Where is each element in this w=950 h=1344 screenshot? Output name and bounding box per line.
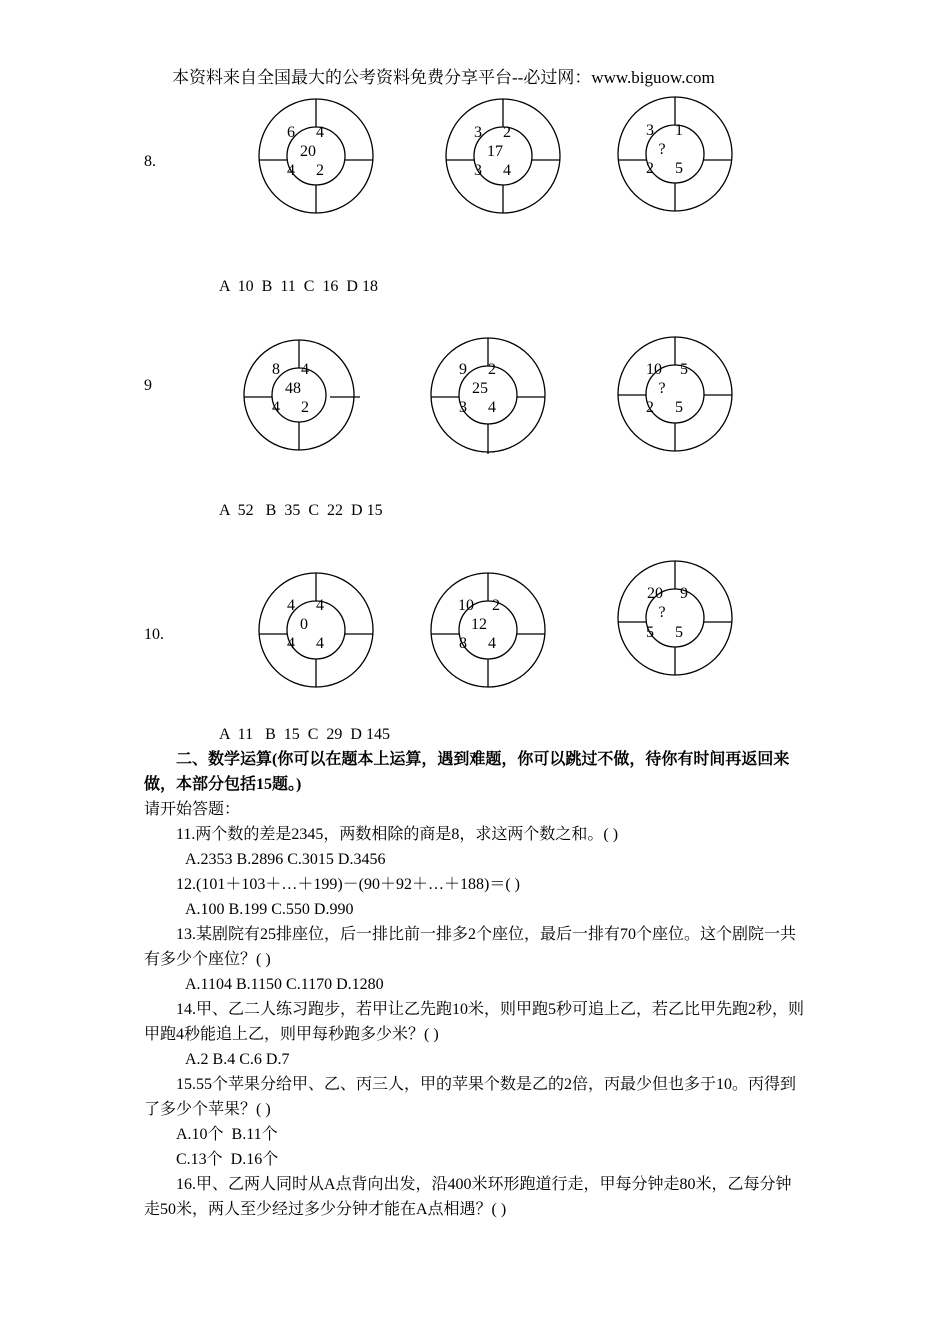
ring-num-tl: 9 xyxy=(459,361,467,378)
ring-num-tr: 2 xyxy=(488,361,496,378)
ring-figure xyxy=(617,96,733,212)
ring-num-bl: 5 xyxy=(646,624,654,641)
ring-num-center: 25 xyxy=(472,380,488,397)
question-text: 16.甲、乙两人同时从A点背向出发，沿400米环形跑道行走，甲每分钟走80米，乙每分钟 xyxy=(176,1176,792,1193)
question-text: 11.两个数的差是2345，两数相除的商是8，求这两个数之和。( ) xyxy=(176,826,619,843)
ring-num-tl: 6 xyxy=(287,124,295,141)
ring-num-center: 0 xyxy=(300,616,308,633)
ring-num-br: 5 xyxy=(675,399,683,416)
question-text: 15.55个苹果分给甲、乙、丙三人，甲的苹果个数是乙的2倍，丙最少但也多于10。丙得到 xyxy=(176,1076,797,1093)
ring-num-bl: 3 xyxy=(459,399,467,416)
question-text: 走50米，两人至少经过多少分钟才能在A点相遇？( ) xyxy=(144,1201,507,1218)
puzzle-label: 8. xyxy=(144,153,156,170)
ring-num-br: 4 xyxy=(503,162,511,179)
question-text: 13.某剧院有25排座位，后一排比前一排多2个座位，最后一排有70个座位。这个剧院一共 xyxy=(176,926,797,943)
ring-num-br: 4 xyxy=(316,635,324,652)
ring-num-tl: 10 xyxy=(646,361,662,378)
question-text: 有多少个座位？( ) xyxy=(144,951,271,968)
ring-num-tr: 9 xyxy=(680,585,688,602)
ring-figure xyxy=(258,98,374,214)
ring-figure xyxy=(431,337,547,457)
question-options: A.100 B.199 C.550 D.990 xyxy=(185,901,354,918)
ring-num-br: 2 xyxy=(316,162,324,179)
ring-num-center: ? xyxy=(658,604,666,621)
ring-num-bl: 8 xyxy=(459,635,467,652)
page-header: 本资料来自全国最大的公考资料免费分享平台--必过网：www.biguow.com xyxy=(172,68,715,87)
ring-figure xyxy=(431,572,547,688)
ring-num-br: 4 xyxy=(488,635,496,652)
answer-options: A 11 B 15 C 29 D 145 xyxy=(219,726,390,743)
ring-num-br: 2 xyxy=(301,399,309,416)
ring-num-tr: 4 xyxy=(316,124,324,141)
ring-num-br: 5 xyxy=(675,160,683,177)
ring-num-br: 4 xyxy=(488,399,496,416)
question-text: 14.甲、乙二人练习跑步，若甲让乙先跑10米，则甲跑5秒可追上乙，若乙比甲先跑2秒，则 xyxy=(176,1001,805,1018)
answer-options: A 10 B 11 C 16 D 18 xyxy=(219,278,378,295)
ring-num-center: ? xyxy=(658,380,666,397)
puzzle-label: 9 xyxy=(144,377,152,394)
ring-figure xyxy=(617,336,733,452)
ring-num-tl: 3 xyxy=(474,124,482,141)
ring-num-tl: 3 xyxy=(646,122,654,139)
ring-num-tl: 8 xyxy=(272,361,280,378)
answer-options: A 52 B 35 C 22 D 15 xyxy=(219,502,383,519)
ring-num-bl: 4 xyxy=(287,635,295,652)
puzzle-label: 10. xyxy=(144,626,164,643)
question-options: A.10个 B.11个 xyxy=(176,1126,278,1143)
question-text: 12.(101＋103＋…＋199)－(90＋92＋…＋188)＝( ) xyxy=(176,876,520,893)
ring-num-tl: 4 xyxy=(287,597,295,614)
start-instruction: 请开始答题： xyxy=(144,801,241,818)
ring-num-center: 12 xyxy=(471,616,487,633)
ring-num-tr: 1 xyxy=(675,122,683,139)
ring-num-tr: 4 xyxy=(301,361,309,378)
ring-figure xyxy=(617,560,733,676)
ring-num-br: 5 xyxy=(675,624,683,641)
question-options: A.2 B.4 C.6 D.7 xyxy=(185,1051,290,1068)
ring-num-center: 17 xyxy=(487,143,503,160)
ring-num-bl: 4 xyxy=(287,162,295,179)
ring-num-center: ? xyxy=(658,141,666,158)
question-text: 甲跑4秒能追上乙，则甲每秒跑多少米？( ) xyxy=(144,1026,439,1043)
ring-num-center: 20 xyxy=(300,143,316,160)
section-heading: 二、数学运算(你可以在题本上运算，遇到难题，你可以跳过不做，待你有时间再返回来 xyxy=(176,751,790,768)
ring-figure xyxy=(258,572,374,688)
section-heading: 做，本部分包括15题。) xyxy=(144,776,302,793)
ring-num-tl: 10 xyxy=(458,597,474,614)
ring-num-bl: 4 xyxy=(272,399,280,416)
ring-num-center: 48 xyxy=(285,380,301,397)
ring-num-tr: 4 xyxy=(316,597,324,614)
ring-num-bl: 2 xyxy=(646,399,654,416)
question-options: A.2353 B.2896 C.3015 D.3456 xyxy=(185,851,386,868)
ring-figure xyxy=(244,337,364,453)
ring-num-tl: 20 xyxy=(647,585,663,602)
question-options: C.13个 D.16个 xyxy=(176,1151,279,1168)
ring-num-bl: 3 xyxy=(474,162,482,179)
ring-figure xyxy=(445,98,561,214)
ring-num-tr: 2 xyxy=(492,597,500,614)
ring-num-bl: 2 xyxy=(646,160,654,177)
ring-num-tr: 2 xyxy=(503,124,511,141)
question-text: 了多少个苹果？( ) xyxy=(144,1101,271,1118)
question-options: A.1104 B.1150 C.1170 D.1280 xyxy=(185,976,384,993)
ring-num-tr: 5 xyxy=(680,361,688,378)
